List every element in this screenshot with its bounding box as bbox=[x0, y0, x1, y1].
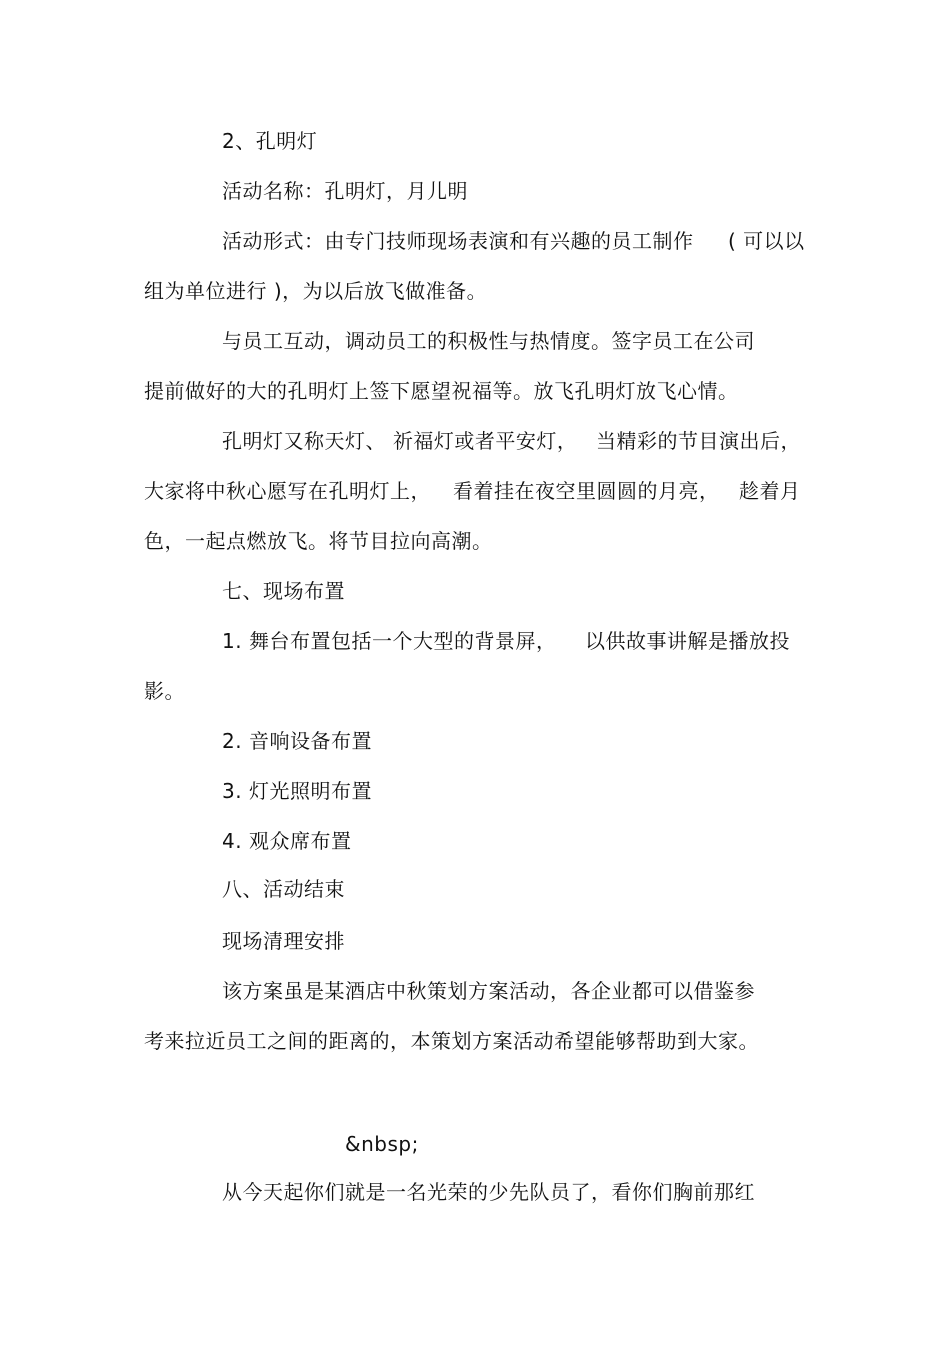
lantern-paragraph-line-2c: 趁着月 bbox=[739, 479, 801, 503]
lantern-paragraph-line-2b: 看着挂在夜空里圆圆的月亮， bbox=[453, 479, 720, 503]
venue-item-4: 4. 观众席布置 bbox=[222, 829, 352, 853]
venue-item-1-line-1a: 1. 舞台布置包括一个大型的背景屏， bbox=[222, 629, 557, 653]
venue-item-1-line-2: 影。 bbox=[144, 679, 185, 703]
summary-paragraph-line-2: 考来拉近员工之间的距离的，本策划方案活动希望能够帮助到大家。 bbox=[144, 1029, 759, 1053]
section-heading-venue-setup: 七、现场布置 bbox=[222, 579, 345, 603]
activity-name-line: 活动名称：孔明灯，月儿明 bbox=[222, 179, 468, 203]
lantern-paragraph-line-3: 色，一起点燃放飞。将节目拉向高潮。 bbox=[144, 529, 493, 553]
lantern-paragraph-line-1b: 当精彩的节目演出后， bbox=[596, 429, 801, 453]
venue-item-3: 3. 灯光照明布置 bbox=[222, 779, 372, 803]
lantern-paragraph-line-2a: 大家将中秋心愿写在孔明灯上， bbox=[144, 479, 431, 503]
activity-form-continuation: 组为单位进行 )，为以后放飞做准备。 bbox=[144, 279, 488, 303]
section-heading-activity-end: 八、活动结束 bbox=[222, 877, 345, 901]
activity-form-line-tail: ( 可以以 bbox=[728, 229, 805, 253]
young-pioneer-line: 从今天起你们就是一名光荣的少先队员了，看你们胸前那红 bbox=[222, 1180, 755, 1204]
venue-item-1-line-1b: 以供故事讲解是播放投 bbox=[585, 629, 790, 653]
venue-item-2: 2. 音响设备布置 bbox=[222, 729, 372, 753]
section-heading-kongmingdeng: 2、孔明灯 bbox=[222, 129, 318, 153]
summary-paragraph-line-1: 该方案虽是某酒店中秋策划方案活动，各企业都可以借鉴参 bbox=[222, 979, 755, 1003]
interaction-paragraph-line-1: 与员工互动，调动员工的积极性与热情度。签字员工在公司 bbox=[222, 329, 755, 353]
interaction-paragraph-line-2: 提前做好的大的孔明灯上签下愿望祝福等。放飞孔明灯放飞心情。 bbox=[144, 379, 739, 403]
lantern-paragraph-line-1a: 孔明灯又称天灯、 祈福灯或者平安灯， bbox=[222, 429, 578, 453]
activity-form-line: 活动形式：由专门技师现场表演和有兴趣的员工制作 bbox=[222, 229, 694, 253]
nbsp-literal-text: &nbsp; bbox=[345, 1132, 419, 1156]
cleanup-line: 现场清理安排 bbox=[222, 929, 345, 953]
